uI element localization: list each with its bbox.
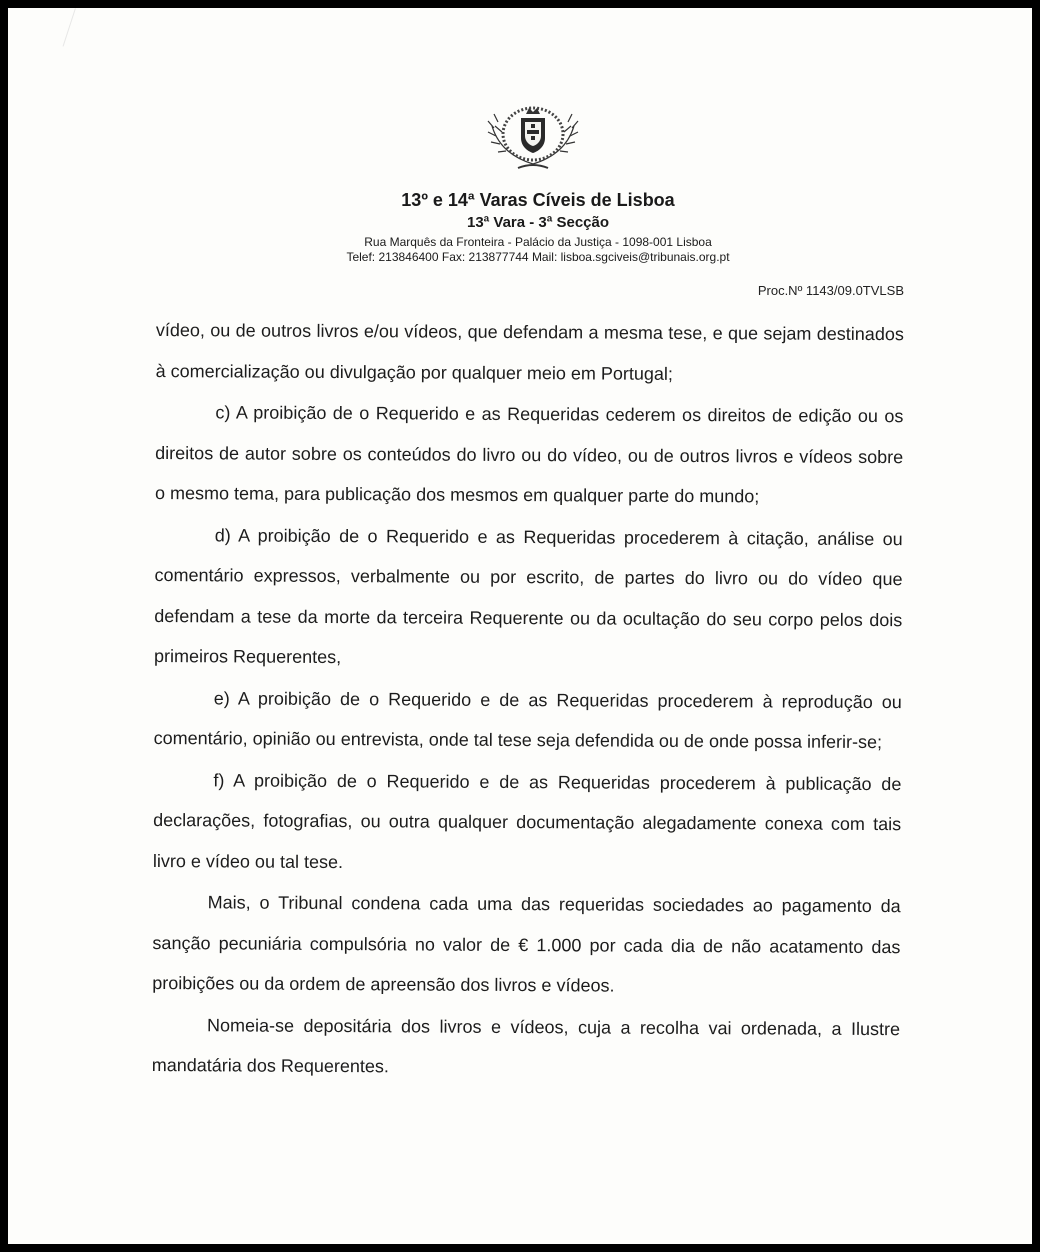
document-page	[8, 8, 1032, 1244]
court-address: Rua Marquês da Fronteira - Palácio da Justiça - 1098-001 Lisboa	[364, 235, 712, 249]
process-number: Proc.Nº 1143/09.0TVLSB	[757, 283, 904, 298]
paragraph-penalty: Mais, o Tribunal condena cada uma das requeridas sociedades ao pagamento da sanção pecuniária compulsória no valor de € 1.000 por cada dia de não acatamento das proibições ou da ordem de apreensão dos livros e vídeos.	[152, 892, 901, 996]
paragraph-item-d: d) A proibição de o Requerido e as Requeridas procederem à citação, análise ou comentário expressos, verbalmente ou por escrito, de partes do livro ou do vídeo que defendam a tese da morte da terceira Requerente ou da ocultação do seu corpo pelos dois primeiros Requerentes,	[154, 524, 903, 668]
court-division: 13ª Vara - 3ª Secção	[466, 214, 610, 231]
paragraph-continuation: vídeo, ou de outros livros e/ou vídeos, que defendam a mesma tese, e que sejam destinados à comercialização ou divulgação por qualquer meio em Portugal;	[155, 319, 904, 384]
paragraph-item-e: e) A proibição de o Requerido e de as Requeridas procederem à reprodução ou comentário, opinião ou entrevista, onde tal tese seja defendida ou de onde possa inferir-se;	[153, 687, 902, 753]
paragraph-item-c: c) A proibição de o Requerido e as Requeridas cederem os direitos de edição ou os direitos de autor sobre os conteúdos do livro ou do vídeo, ou de outros livros e vídeos sobre o mesmo tema, para publicação dos mesmos em qualquer parte do mundo;	[154, 402, 904, 507]
portuguese-coat-of-arms-icon	[478, 96, 588, 176]
court-name: 13º e 14ª Varas Cíveis de Lisboa	[401, 190, 675, 210]
court-contacts: Telef: 213846400 Fax: 213877744 Mail: lisboa.sgciveis@tribunais.org.pt	[346, 250, 730, 264]
scan-mark	[63, 8, 105, 56]
paragraph-item-f: f) A proibição de o Requerido e de as Requeridas procederem à publicação de declarações, fotografias, ou outra qualquer documentação alegadamente conexa com tais livro e vídeo ou tal tese.	[152, 769, 902, 872]
document-body	[152, 310, 904, 1091]
paragraph-depositary: Nomeia-se depositária dos livros e vídeos, cuja a recolha vai ordenada, a Ilustre mandatária dos Requerentes.	[151, 1014, 901, 1077]
